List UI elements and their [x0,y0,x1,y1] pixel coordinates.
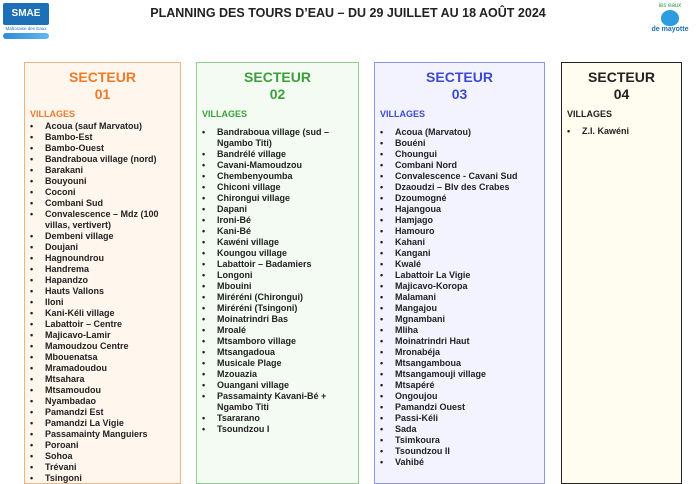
list-item: • Kahani [380,237,544,248]
list-item: • Mzouazia [202,369,358,380]
list-item: • Tsingoni [30,473,180,484]
list-item: • Mbouenatsa [30,352,180,363]
smae-logo-text: SMAE [3,3,49,25]
list-item: • Hamjago [380,215,544,226]
list-item: • Mtsangamboua [380,358,544,369]
list-item: • Dzaoudzi – Blv des Crabes [380,182,544,193]
sector-03-panel [374,62,545,484]
list-item: • Mangajou [380,303,544,314]
list-item: • Tsoundzou II [380,446,544,457]
list-item: • Miréréni (Chirongui) [202,292,358,303]
list-item: • Mamoudzou Centre [30,341,180,352]
list-item: • Coconi [30,187,180,198]
list-item: • Dapani [202,204,358,215]
list-item: • Pamandzi Ouest [380,402,544,413]
list-item: • Tsoundzou I [202,424,358,435]
list-item: • Longoni [202,270,358,281]
list-item: • Pamandzi La Vigie [30,418,180,429]
list-item: • Bandrélé village [202,149,358,160]
list-item: • Mtsangamouji village [380,369,544,380]
list-item: • Poroani [30,440,180,451]
list-item: • Majicavo-Lamir [30,330,180,341]
list-item: • Bandraboua village (sud – Ngambo Titi) [202,127,358,149]
list-item: • Miréréni (Tsingoni) [202,303,358,314]
list-item: • Bandraboua village (nord) [30,154,180,165]
list-item: • Hamouro [380,226,544,237]
list-item: • Ironi-Bé [202,215,358,226]
village-list [375,127,544,468]
list-item: • Z.I. Kawéni [567,126,681,137]
list-item: • Mtsamboro village [202,336,358,347]
list-item: • Trévani [30,462,180,473]
list-item: • Kani-Bé [202,226,358,237]
list-item: • Pamandzi Est [30,407,180,418]
sector-04-panel [561,62,682,484]
list-item: • Mliha [380,325,544,336]
sector-04-title: SECTEUR 04 [588,69,655,102]
list-item: • Labattoir – Badamiers [202,259,358,270]
list-item: • Mramadoudou [30,363,180,374]
sector-01-panel [24,62,181,484]
list-item: • Vahibé [380,457,544,468]
list-item: • Majicavo-Koropa [380,281,544,292]
list-item: • Passi-Kéli [380,413,544,424]
list-item: • Tsimkoura [380,435,544,446]
list-item: • Tsararano [202,413,358,424]
sector-01-title: SECTEUR 01 [69,69,136,102]
list-item: • Dembeni village [30,231,180,242]
sector-03-title: SECTEUR 03 [426,69,493,102]
list-item: • Hapandzo [30,275,180,286]
list-item: • Sohoa [30,451,180,462]
list-item: • Cavani-Mamoudzou [202,160,358,171]
list-item: • Acoua (sauf Marvatou) [30,121,180,132]
list-item: • Bambo-Est [30,132,180,143]
list-item: • Chirongui village [202,193,358,204]
list-item: • Convalescence - Cavani Sud [380,171,544,182]
villages-label: VILLAGES [567,109,613,119]
list-item: • Kwalé [380,259,544,270]
list-item: • Ouangani village [202,380,358,391]
list-item: • Bouéni [380,138,544,149]
sector-02-title: SECTEUR 02 [244,69,311,102]
villages-label: VILLAGES [30,109,76,119]
wave-icon [3,33,49,39]
list-item: • Moinatrindri Haut [380,336,544,347]
list-item: • Hagnoundrou [30,253,180,264]
list-item: • Bambo-Ouest [30,143,180,154]
villages-label: VILLAGES [202,109,248,119]
list-item: • Malamani [380,292,544,303]
list-item: • Kangani [380,248,544,259]
list-item: • Moinatrindri Bas [202,314,358,325]
list-item: • Mtsamoudou [30,385,180,396]
list-item: • Hauts Vallons [30,286,180,297]
list-item: • Bouyouni [30,176,180,187]
smae-logo-subtitle: Mahoraise des Eaux [5,26,47,31]
list-item: • Musicale Plage [202,358,358,369]
list-item: • Chiconi village [202,182,358,193]
list-item: • Iloni [30,297,180,308]
list-item: • Handrema [30,264,180,275]
list-item: • Labattoir – Centre [30,319,180,330]
list-item: • Combani Nord [380,160,544,171]
list-item: • Mroalé [202,325,358,336]
list-item: • Convalescence – Mdz (100 villas, vertivert) [30,209,180,231]
page-title: PLANNING DES TOURS D’EAU – DU 29 JUILLET AU 18 AOÛT 2024 [150,6,546,20]
list-item: • Ongoujou [380,391,544,402]
logo-right-line1: les eaux [658,3,682,9]
list-item: • Sada [380,424,544,435]
list-item: • Acoua (Marvatou) [380,127,544,138]
villages-label: VILLAGES [380,109,426,119]
village-list [197,127,358,435]
list-item: • Mronabéja [380,347,544,358]
list-item: • Passamainty Manguiers [30,429,180,440]
list-item: • Mtsangadoua [202,347,358,358]
sector-02-panel [196,62,359,484]
list-item: • Combani Sud [30,198,180,209]
list-item: • Mbouini [202,281,358,292]
list-item: • Choungui [380,149,544,160]
list-item: • Passamainty Kavani-Bé + Ngambo Titi [202,391,358,413]
list-item: • Labattoir La Vigie [380,270,544,281]
list-item: • Dzoumogné [380,193,544,204]
village-list [562,126,681,137]
list-item: • Nyambadao [30,396,180,407]
list-item: • Kawéni village [202,237,358,248]
list-item: • Hajangoua [380,204,544,215]
list-item: • Barakani [30,165,180,176]
logo-right-line2: de mayotte [651,26,689,33]
village-list [25,121,180,484]
list-item: • Mtsahara [30,374,180,385]
list-item: • Koungou village [202,248,358,259]
list-item: • Doujani [30,242,180,253]
list-item: • Kani-Kéli village [30,308,180,319]
list-item: • Mgnambani [380,314,544,325]
list-item: • Mtsapéré [380,380,544,391]
list-item: • Chembenyoumba [202,171,358,182]
